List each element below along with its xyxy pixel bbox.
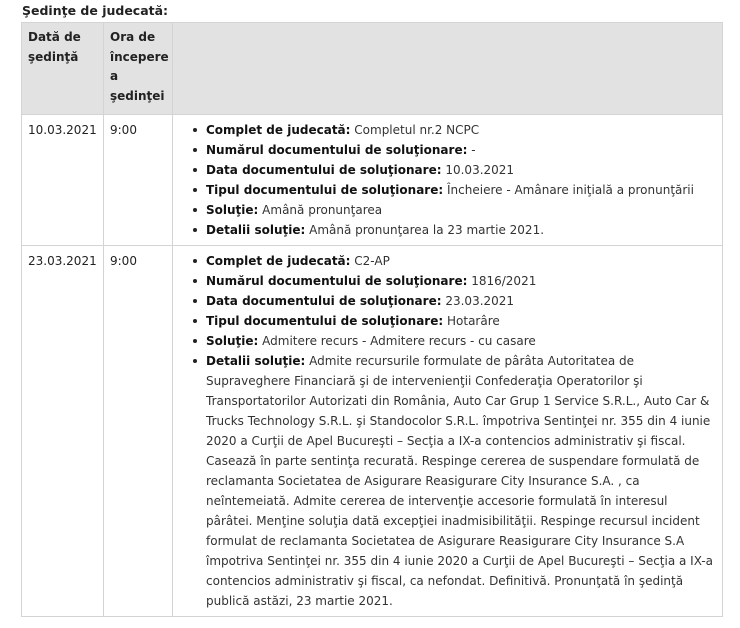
detail-value: Admite recursurile formulate de pârâta Autoritatea de Supraveghere Financiară şi de intervenienţii Confederaţia Operatorilor şi Transportatorilor Autorizati din România, Auto Car Grup 1 Service S.R.L., Auto Car & Trucks Technology S.R.L. şi Standocolor S.R.L. împotriva Sentinţei nr. 355 din 4 iunie 2020 a Curţii de Apel Bucureşti – Secţia a IX-a contencios administrativ şi fiscal. Casează în parte sentinţa recurată. Respinge cererea de suspendare formulată de reclamanta Societatea de Asigurare Reasigurare City Insurance S.A. , ca neîntemeiată. Admite cererea de intervenţie accesorie formulată în interesul pârâtei. Menţine soluţia dată excepţiei inadmisibilităţii. Respinge recursul incident formulat de reclamanta Societatea de Asigurare Reasigurare City Insurance S.A împotriva Sentinţei nr. 355 din 4 iunie 2020 a Curţii de Apel Bucureşti – Secţia a IX-a contencios administrativ şi fiscal, ca nefondat. Definitivă. Pronunţată în şedinţă publică astăzi, 23 martie 2021. xyxy=(206,354,714,608)
detail-label: Tipul documentului de soluţionare: xyxy=(206,183,444,197)
detail-label: Tipul documentului de soluţionare: xyxy=(206,314,444,328)
session-details xyxy=(173,246,723,617)
detail-value: Admitere recurs - Admitere recurs - cu casare xyxy=(262,334,536,348)
detail-value: - xyxy=(471,143,476,157)
list-item xyxy=(206,200,714,220)
detail-value: 1816/2021 xyxy=(471,274,537,288)
detail-label: Soluţie: xyxy=(206,203,259,217)
list-item xyxy=(206,140,714,160)
detail-label: Data documentului de soluţionare: xyxy=(206,294,442,308)
detail-value: Hotarâre xyxy=(447,314,500,328)
list-item xyxy=(206,271,714,291)
sessions-table xyxy=(21,22,723,617)
header-date: Dată de şedinţă xyxy=(22,23,104,115)
list-item xyxy=(206,291,714,311)
detail-value: Încheiere - Amânare iniţială a pronunţării xyxy=(447,183,694,197)
detail-value: C2-AP xyxy=(354,254,390,268)
session-date: 23.03.2021 xyxy=(22,246,104,617)
list-item xyxy=(206,220,714,240)
details-list xyxy=(189,251,714,611)
detail-label: Detalii soluţie: xyxy=(206,354,306,368)
detail-value: Completul nr.2 NCPC xyxy=(354,123,480,137)
detail-value: Amână pronunţarea xyxy=(262,203,383,217)
detail-label: Complet de judecată: xyxy=(206,123,351,137)
header-start-time: Ora de începere a şedinţei xyxy=(104,23,173,115)
section-title: Şedinţe de judecată: xyxy=(22,3,169,18)
list-item xyxy=(206,251,714,271)
session-time: 9:00 xyxy=(104,246,173,617)
detail-label: Numărul documentului de soluţionare: xyxy=(206,274,468,288)
table-row xyxy=(22,246,723,617)
detail-label: Soluţie: xyxy=(206,334,259,348)
list-item xyxy=(206,160,714,180)
detail-value: Amână pronunţarea la 23 martie 2021. xyxy=(309,223,545,237)
header-details xyxy=(173,23,723,115)
detail-label: Complet de judecată: xyxy=(206,254,351,268)
list-item xyxy=(206,180,714,200)
session-time: 9:00 xyxy=(104,115,173,246)
details-list xyxy=(189,120,714,240)
detail-label: Numărul documentului de soluţionare: xyxy=(206,143,468,157)
session-details xyxy=(173,115,723,246)
list-item xyxy=(206,311,714,331)
list-item xyxy=(206,120,714,140)
list-item xyxy=(206,331,714,351)
session-date: 10.03.2021 xyxy=(22,115,104,246)
detail-label: Detalii soluţie: xyxy=(206,223,306,237)
detail-label: Data documentului de soluţionare: xyxy=(206,163,442,177)
table-row xyxy=(22,115,723,246)
list-item xyxy=(206,351,714,611)
detail-value: 10.03.2021 xyxy=(445,163,515,177)
detail-value: 23.03.2021 xyxy=(445,294,515,308)
table-header xyxy=(22,23,723,115)
